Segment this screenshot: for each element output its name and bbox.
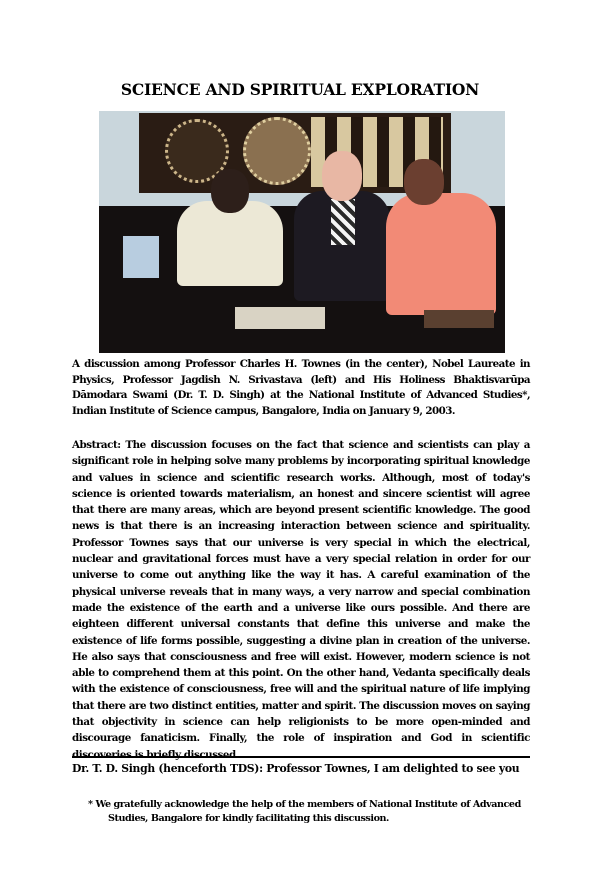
person-left-body [177,201,283,286]
person-right-head [404,159,444,205]
photo-caption: A discussion among Professor Charles H. Townes (in the center), Nobel Laureate in Physics, Professor Jagdish N. Srivastava (left) and His Holiness Bhaktisvarūpa Dāmodara Swami (Dr. T. D. Singh) at the National Institute of Advanced Studies*, Indian Institute of Science campus, Bangalore, India on January 9, 2003. [72,358,530,417]
page-title: SCIENCE AND SPIRITUAL EXPLORATION [120,80,480,99]
photo-book-center [235,307,325,329]
tapestry-wheel-right [243,117,311,185]
dialogue-text: Professor Townes, I am delighted to see you [262,762,520,775]
person-left-head [211,169,249,213]
dialogue-line [72,762,530,775]
photo-card [123,236,159,278]
group-photo [99,111,505,353]
abstract-text: The discussion focuses on the fact that science and scientists can play a significant role in helping solve many problems by incorporating spiritual knowledge and values in science and scientific research works. Although, most of today's science is oriented towards materialism, an honest and sincere scientist will agree that there are many areas, which are beyond present scientific knowledge. The good news is that there is an increasing interaction between science and spirituality. Professor Townes says that our universe is very special in which the electrical, nuclear and gravitational forces must have a very special relation in order for our universe to come out anything like the way it has. A careful examination of the physical universe reveals that in many ways, a very narrow and special combination made the existence of the earth and a universe like ours possible. And there are eighteen different universal constants that define this universe and make the existence of life forms possible, suggesting a divine plan in creation of the universe. He also says that consciousness and free will exist. However, modern science is not able to comprehend them at this point. On the other hand, Vedanta specifically deals with the existence of consciousness, free will and the spiritual nature of life implying that there are two distinct entities, matter and spirit. The discussion moves on saying that objectivity in science can help religionists to be more open-minded and discourage fanaticism. Finally, the role of inspiration and God in scientific discoveries is briefly discussed. [72,439,530,761]
abstract [72,437,530,763]
photo-book-right [424,310,494,328]
person-right-robe [386,193,496,315]
abstract-label: Abstract: [72,439,121,451]
footnote [88,798,532,826]
footnote-marker: * [88,799,93,810]
person-center-head [322,151,362,201]
dialogue-speaker: Dr. T. D. Singh (henceforth TDS): [72,762,263,775]
section-divider [72,756,530,758]
footnote-line1: We gratefully acknowledge the help of the members of National Institute of Advanced [92,799,521,810]
person-center-shirt [331,199,355,245]
footnote-line2: Studies, Bangalore for kindly facilitating this discussion. [108,813,389,824]
